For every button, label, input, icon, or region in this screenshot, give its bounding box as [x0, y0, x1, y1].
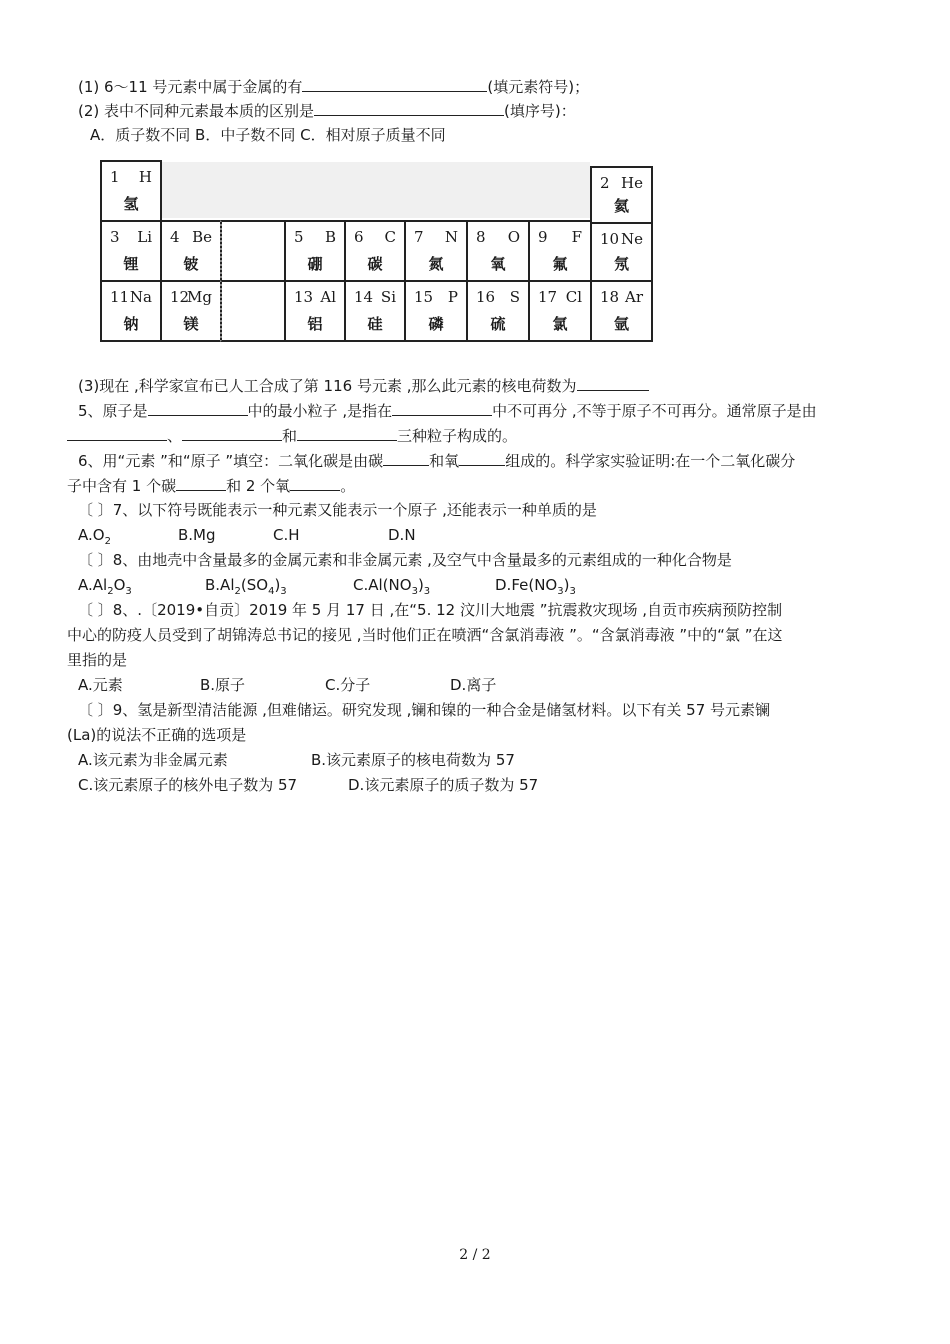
q6-blank-4[interactable] [290, 475, 340, 491]
q6-line2: 子中含有 1 个碳 和 2 个氧 。 [67, 477, 356, 495]
q8a-option-d[interactable]: $D.Fe(NO_3)_3$ [495, 576, 576, 597]
cell-blank-2 [220, 220, 286, 282]
table-gap [160, 162, 590, 218]
q5-blank-1[interactable] [148, 400, 248, 416]
cell-Al: 13 Al 铝 [284, 280, 346, 342]
q9-line1: 〔 〕9、氢是新型清洁能源 ,但难储运。研究发现 ,镧和镍的一种合金是储氢材料。以下有关 57 号元素镧 [78, 701, 771, 719]
q6-blank-1[interactable] [383, 450, 429, 466]
q7-options [78, 525, 416, 552]
q5-blank-4[interactable] [182, 425, 282, 441]
q8b-line2: 中心的防疫人员受到了胡锦涛总书记的接见 ,当时他们正在喷洒“含氯消毒液 ”。“含氯消毒液 ”中的“氯 ”在这 [67, 626, 783, 644]
q7-option-c[interactable]: C.H [273, 526, 300, 544]
q7-stem: 〔 〕7、以下符号既能表示一种元素又能表示一个原子 ,还能表示一种单质的是 [78, 501, 597, 519]
q7-option-d[interactable]: D.N [388, 526, 416, 544]
cell-Li: 3 Li 锂 [100, 220, 162, 282]
cell-blank-3 [220, 280, 286, 342]
cell-P: 15 P 磷 [404, 280, 468, 342]
q8b-option-c[interactable]: C.分子 [325, 676, 371, 694]
q9-option-d[interactable]: D.该元素原子的质子数为 57 [348, 776, 539, 794]
cell-Ne: 10 Ne 氖 [590, 222, 653, 282]
page-number: 2 / 2 [459, 1247, 491, 1263]
q5-line1: 5、原子是 中的最小粒子 ,是指在 中不可再分 ,不等于原子不可再分。通常原子是由 [78, 402, 817, 420]
cell-Cl: 17 Cl 氯 [528, 280, 592, 342]
q8a-option-a[interactable]: $A.Al_2O_3$ [78, 576, 132, 597]
cell-B: 5 B 硼 [284, 220, 346, 282]
cell-S: 16 S 硫 [466, 280, 530, 342]
q6-blank-2[interactable] [459, 450, 505, 466]
q3 [78, 375, 649, 396]
q7-option-a[interactable]: $A.O_2$ [78, 526, 111, 547]
q8a-option-c[interactable]: $C.Al(NO_3)_3$ [353, 576, 431, 597]
q9-line2: (La)的说法不正确的选项是 [67, 726, 247, 744]
q2-suffix: (填序号)： [504, 102, 576, 120]
q9-options-1 [78, 750, 515, 770]
q1-suffix: (填元素符号)； [487, 78, 590, 96]
cell-Ar: 18 Ar 氩 [590, 280, 653, 342]
q1 [78, 76, 589, 97]
q8b-line1: 〔 〕8、.〔2019•自贡〕2019 年 5 月 17 日 ,在“5. 12 汶川大地震 ”抗震救灾现场 ,自贡市疾病预防控制 [78, 601, 783, 619]
cell-C: 6 C 碳 [344, 220, 406, 282]
cell-Si: 14 Si 硅 [344, 280, 406, 342]
q8a-options [78, 575, 576, 602]
q2-options: A．质子数不同 B．中子数不同 C．相对原子质量不同 [90, 126, 446, 144]
q9-option-b[interactable]: B.该元素原子的核电荷数为 57 [311, 751, 515, 769]
q8b-option-a[interactable]: A.元素 [78, 676, 123, 694]
q8a-option-b[interactable]: $B.Al_2(SO_4)_3$ [205, 576, 287, 597]
q9-option-a[interactable]: A.该元素为非金属元素 [78, 751, 228, 769]
cell-H: 1 H 氢 [100, 160, 162, 222]
cell-F: 9 F 氟 [528, 220, 592, 282]
cell-Mg: 12 Mg 镁 [160, 280, 222, 342]
cell-Be: 4 Be 铍 [160, 220, 222, 282]
q1-text: (1) 6～11 号元素中属于金属的有 [78, 78, 303, 96]
q8a-stem: 〔 〕8、由地壳中含量最多的金属元素和非金属元素 ,及空气中含量最多的元素组成的一种化合物是 [78, 551, 732, 569]
q6-blank-3[interactable] [176, 475, 226, 491]
q8b-options [78, 675, 496, 695]
periodic-table [100, 160, 653, 342]
q3-blank[interactable] [577, 375, 649, 391]
q2 [78, 100, 576, 121]
q8b-option-b[interactable]: B.原子 [200, 676, 246, 694]
q3-text: (3)现在 ,科学家宣布已人工合成了第 116 号元素 ,那么此元素的核电荷数为 [78, 377, 577, 395]
q5-blank-2[interactable] [392, 400, 492, 416]
cell-He: 2 He 氦 [590, 166, 653, 224]
q9-options-2 [78, 775, 538, 795]
q8b-option-d[interactable]: D.离子 [450, 676, 497, 694]
cell-N: 7 N 氮 [404, 220, 468, 282]
q6-line1: 6、用“元素 ”和“原子 ”填空：二氧化碳是由碳 和氧 组成的。科学家实验证明:在一个二氧化碳分 [78, 452, 796, 470]
q9-option-c[interactable]: C.该元素原子的核外电子数为 57 [78, 776, 298, 794]
q7-option-b[interactable]: B.Mg [178, 526, 216, 544]
q2-blank[interactable] [314, 100, 504, 116]
q5-blank-3[interactable] [67, 425, 167, 441]
cell-O: 8 O 氧 [466, 220, 530, 282]
q2-text: (2) 表中不同种元素最本质的区别是 [78, 102, 315, 120]
q1-blank[interactable] [302, 76, 487, 92]
q8b-line3: 里指的是 [67, 651, 128, 669]
q5-line2: 、 和 三种粒子构成的。 [67, 425, 517, 446]
cell-Na: 11 Na 钠 [100, 280, 162, 342]
q5-blank-5[interactable] [297, 425, 397, 441]
